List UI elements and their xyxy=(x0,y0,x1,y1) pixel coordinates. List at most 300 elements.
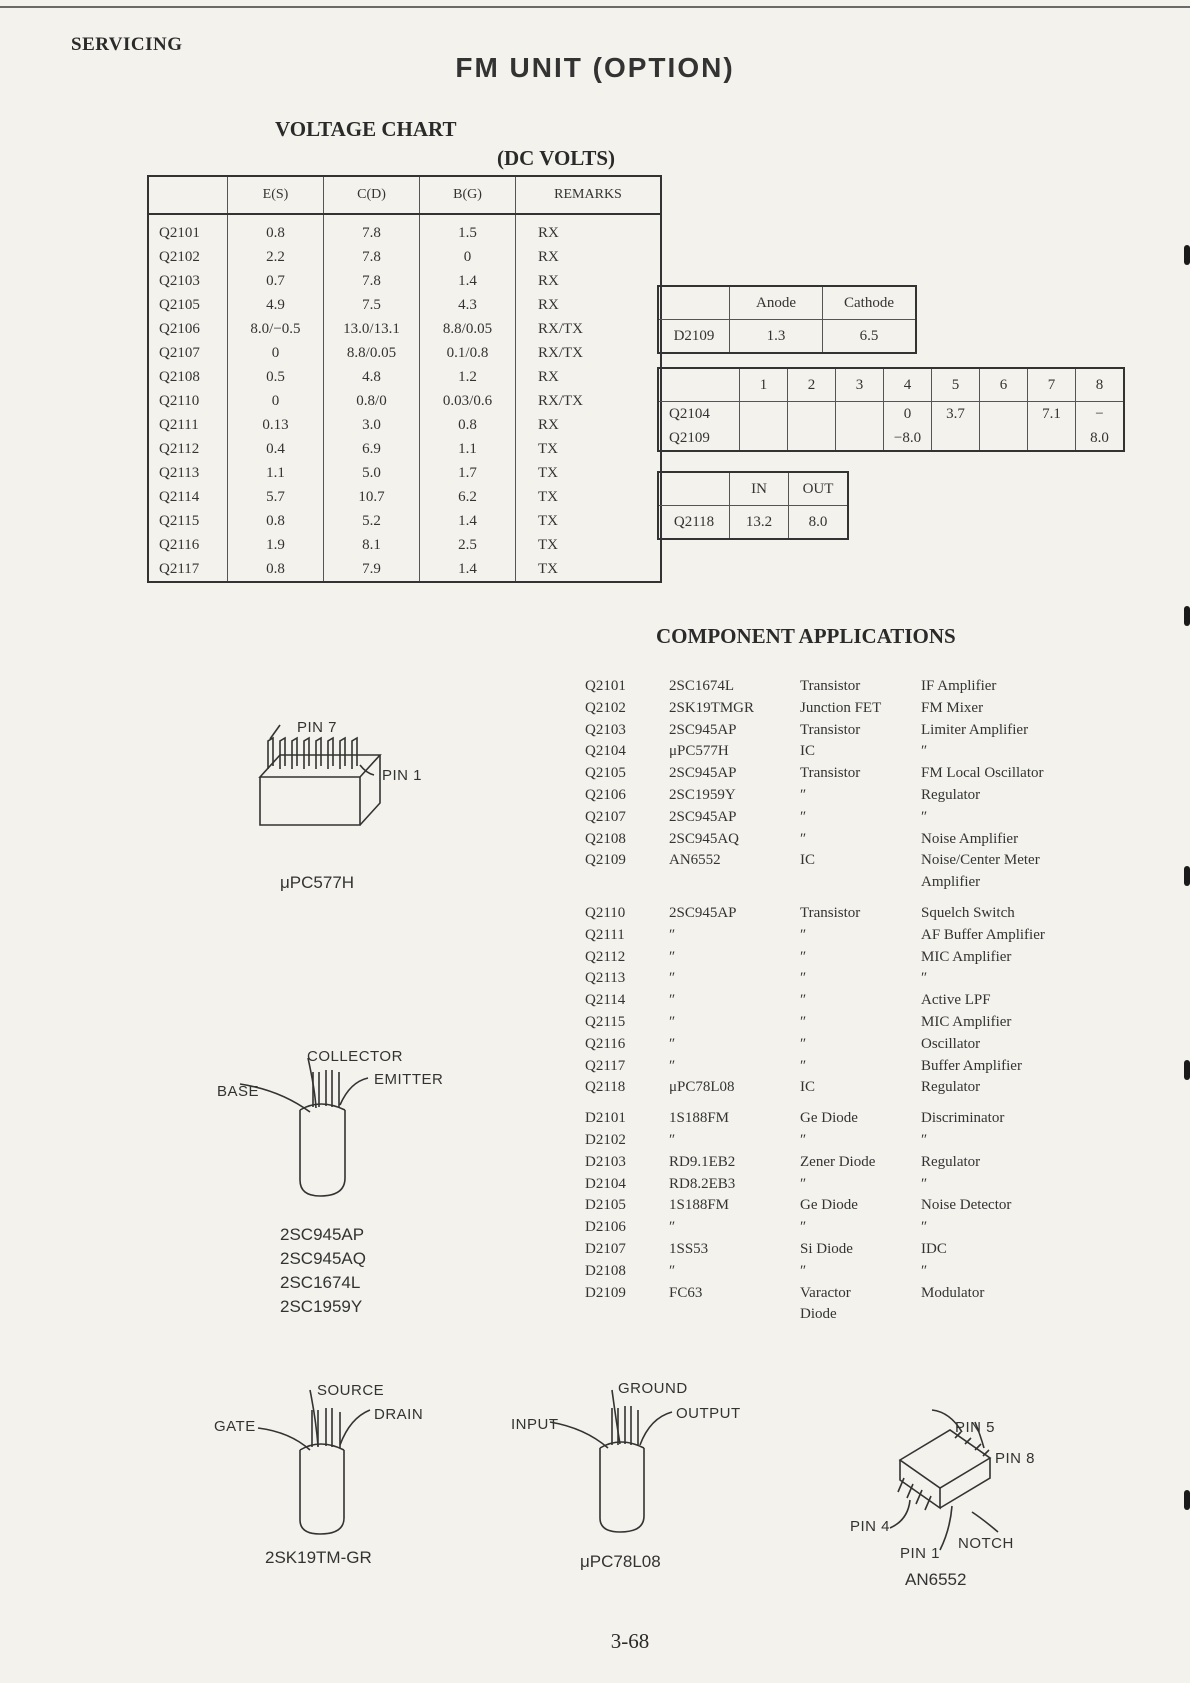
table-cell: RX xyxy=(516,365,662,389)
component-part: ″ xyxy=(669,970,676,987)
table-cell: 13.0/13.1 xyxy=(324,317,420,341)
transistor-emitter-label: EMITTER xyxy=(374,1071,444,1088)
component-ref: D2104 xyxy=(585,1175,626,1192)
component-type: Si Diode xyxy=(800,1240,853,1257)
table-cell: Q2101 xyxy=(159,224,200,241)
transistor-part-name: 2SC1959Y xyxy=(280,1297,363,1316)
table-cell: 3.7 xyxy=(932,402,980,427)
list-item xyxy=(585,968,1091,990)
table-cell: RX xyxy=(516,293,662,317)
component-type: ″ xyxy=(800,970,807,987)
component-part: ″ xyxy=(669,1013,676,1030)
component-use: Amplifier xyxy=(921,874,981,891)
table-cell: TX xyxy=(516,557,662,582)
table-cell: 8.0 xyxy=(789,506,849,540)
component-ref: D2105 xyxy=(585,1197,626,1214)
an6552-package-drawing xyxy=(880,1420,1030,1540)
component-type: ″ xyxy=(800,808,807,825)
component-ref: D2101 xyxy=(585,1110,626,1127)
an6552-pin5-label: PIN 5 xyxy=(955,1419,996,1436)
component-part: AN6552 xyxy=(669,852,721,869)
component-use: FM Mixer xyxy=(921,699,984,716)
component-ref: Q2102 xyxy=(585,699,626,716)
table-cell: 7.8 xyxy=(324,214,420,245)
binder-mark xyxy=(1184,245,1190,265)
component-ref: D2106 xyxy=(585,1219,626,1236)
component-ref: Q2116 xyxy=(585,1035,626,1052)
table-row xyxy=(148,389,661,413)
component-type: ″ xyxy=(800,992,807,1009)
component-ref: Q2105 xyxy=(585,765,626,782)
table-cell: 6.2 xyxy=(420,485,516,509)
component-type: ″ xyxy=(800,1131,807,1148)
component-type: Ge Diode xyxy=(800,1110,858,1127)
table-cell: 6.5 xyxy=(823,320,917,354)
table-cell: 1.1 xyxy=(420,437,516,461)
component-part: 2SC945AP xyxy=(669,904,737,921)
component-use: Discriminator xyxy=(921,1110,1005,1127)
table-cell: TX xyxy=(516,509,662,533)
table-row xyxy=(148,317,661,341)
list-item xyxy=(585,1239,1091,1261)
component-part: 1SS53 xyxy=(669,1240,709,1257)
table-row xyxy=(148,437,661,461)
list-item xyxy=(585,785,1091,807)
component-ref: Q2106 xyxy=(585,786,626,803)
voltage-chart-title: VOLTAGE CHART xyxy=(275,117,457,141)
table-cell: Q2104 xyxy=(669,405,710,422)
upc577h-pin1-label: PIN 1 xyxy=(382,767,423,784)
component-ref: Q2118 xyxy=(585,1079,626,1096)
transistor-part-name: 2SC1674L xyxy=(280,1273,361,1292)
table-cell: Q2115 xyxy=(159,512,200,529)
table-row xyxy=(148,293,661,317)
column-header: 1 xyxy=(740,368,788,402)
table-cell xyxy=(980,402,1028,427)
column-header: IN xyxy=(730,472,789,506)
component-use: Buffer Amplifier xyxy=(921,1057,1022,1074)
component-type: ″ xyxy=(800,1262,807,1279)
table-cell: 5.0 xyxy=(324,461,420,485)
table-cell: 1.2 xyxy=(420,365,516,389)
component-ref: Q2110 xyxy=(585,904,626,921)
table-cell: 0 xyxy=(228,341,324,365)
voltage-chart-unit: (DC VOLTS) xyxy=(497,146,616,170)
table-cell: 2.2 xyxy=(228,245,324,269)
column-header: 2 xyxy=(788,368,836,402)
list-item xyxy=(585,829,1091,851)
table-cell xyxy=(836,402,884,427)
regulator-name: μPC78L08 xyxy=(580,1552,661,1571)
table-cell: RX/TX xyxy=(516,341,662,365)
header-row xyxy=(148,176,661,214)
component-use: ″ xyxy=(921,970,928,987)
column-header: B(G) xyxy=(420,176,516,214)
component-ref: Q2113 xyxy=(585,970,626,987)
component-ref xyxy=(585,872,669,894)
table-row xyxy=(148,214,661,245)
table-cell: 0.8 xyxy=(420,413,516,437)
table-cell: Q2110 xyxy=(159,392,200,409)
table-cell: RX xyxy=(516,413,662,437)
component-applications-title: COMPONENT APPLICATIONS xyxy=(656,624,956,648)
column-header: C(D) xyxy=(324,176,420,214)
table-cell: 0.8 xyxy=(228,214,324,245)
list-item xyxy=(585,872,1091,894)
component-type: ″ xyxy=(800,1013,807,1030)
table-cell: 4.3 xyxy=(420,293,516,317)
component-use: FM Local Oscillator xyxy=(921,765,1044,782)
component-ref xyxy=(585,1304,669,1326)
component-part: FC63 xyxy=(669,1284,703,1301)
table-cell: 2.5 xyxy=(420,533,516,557)
list-item xyxy=(585,1195,1091,1217)
table-cell xyxy=(740,426,788,451)
table-cell: RX/TX xyxy=(516,317,662,341)
table-cell xyxy=(980,426,1028,451)
table-cell: 1.4 xyxy=(420,509,516,533)
table-cell: − xyxy=(1076,402,1125,427)
table-cell: RX xyxy=(516,269,662,293)
component-part: μPC577H xyxy=(669,743,729,760)
column-header: 3 xyxy=(836,368,884,402)
column-header: Cathode xyxy=(823,286,917,320)
component-part: 2SC945AQ xyxy=(669,830,740,847)
table-row xyxy=(148,461,661,485)
table-cell: TX xyxy=(516,485,662,509)
component-part: 2SC1674L xyxy=(669,678,735,694)
list-item xyxy=(585,763,1091,785)
component-part: 2SC945AP xyxy=(669,765,737,782)
table-cell: 0.7 xyxy=(228,269,324,293)
list-item xyxy=(585,947,1091,969)
table-cell: 0.1/0.8 xyxy=(420,341,516,365)
component-use: Modulator xyxy=(921,1284,985,1301)
regulator-output-label: OUTPUT xyxy=(676,1405,741,1422)
component-use: Regulator xyxy=(921,786,981,803)
table-cell: 4.8 xyxy=(324,365,420,389)
component-type: ″ xyxy=(800,948,807,965)
component-part: μPC78L08 xyxy=(669,1079,735,1096)
component-type: IC xyxy=(800,852,815,869)
column-header: 5 xyxy=(932,368,980,402)
binder-mark xyxy=(1184,606,1190,626)
regulator-ground-label: GROUND xyxy=(618,1380,688,1397)
list-item xyxy=(585,1012,1091,1034)
component-type: ″ xyxy=(800,1219,807,1236)
regulator-inout-table xyxy=(657,471,849,540)
component-ref: D2102 xyxy=(585,1131,626,1148)
table-row xyxy=(658,402,1124,427)
table-cell: 10.7 xyxy=(324,485,420,509)
table-cell: 1.1 xyxy=(228,461,324,485)
component-type: Varactor xyxy=(800,1284,851,1301)
table-row xyxy=(658,320,916,354)
component-type: Junction FET xyxy=(800,699,882,716)
column-header xyxy=(148,176,228,214)
list-item xyxy=(585,1152,1091,1174)
component-part: ″ xyxy=(669,926,676,943)
component-part xyxy=(669,1304,800,1326)
column-header: REMARKS xyxy=(516,176,662,214)
table-cell: 1.9 xyxy=(228,533,324,557)
table-cell: Q2105 xyxy=(159,296,200,313)
table-cell: Q2113 xyxy=(159,464,200,481)
component-part: RD8.2EB3 xyxy=(669,1175,736,1192)
table-cell xyxy=(788,426,836,451)
table-row xyxy=(148,533,661,557)
component-part: ″ xyxy=(669,1035,676,1052)
upc577h-package-drawing xyxy=(250,735,400,845)
table-cell: 1.5 xyxy=(420,214,516,245)
table-cell: 8.8/0.05 xyxy=(420,317,516,341)
component-use: ″ xyxy=(921,808,928,825)
regulator-input-label: INPUT xyxy=(511,1416,559,1433)
list-item xyxy=(585,903,1091,925)
table-cell: 3.0 xyxy=(324,413,420,437)
column-header xyxy=(658,286,730,320)
list-item xyxy=(585,990,1091,1012)
table-cell: 8.0/−0.5 xyxy=(228,317,324,341)
binder-mark xyxy=(1184,1060,1190,1080)
table-row xyxy=(658,426,1124,451)
table-row xyxy=(148,557,661,582)
list-item xyxy=(585,720,1091,742)
table-cell: Q2114 xyxy=(159,488,200,505)
component-part: 1S188FM xyxy=(669,1197,730,1214)
component-type xyxy=(800,872,921,894)
table-cell xyxy=(836,426,884,451)
table-cell: Q2108 xyxy=(159,368,200,385)
table-cell: Q2106 xyxy=(159,320,200,337)
table-row xyxy=(148,509,661,533)
header-row xyxy=(658,472,848,506)
component-use: MIC Amplifier xyxy=(921,1013,1012,1030)
binder-mark xyxy=(1184,866,1190,886)
component-type: ″ xyxy=(800,786,807,803)
table-cell: 0 xyxy=(884,402,932,427)
component-part xyxy=(669,872,800,894)
ic-pin-voltage-table xyxy=(657,367,1125,452)
table-cell: 0.8/0 xyxy=(324,389,420,413)
table-cell: 7.5 xyxy=(324,293,420,317)
component-part: ″ xyxy=(669,1219,676,1236)
table-cell: Q2118 xyxy=(658,506,730,540)
component-type: ″ xyxy=(800,926,807,943)
table-cell: Q2116 xyxy=(159,536,200,553)
transistor-part-names xyxy=(280,1223,366,1319)
component-ref: Q2101 xyxy=(585,678,626,694)
column-header: 7 xyxy=(1028,368,1076,402)
list-item xyxy=(585,741,1091,763)
list-item xyxy=(585,807,1091,829)
component-use: ″ xyxy=(921,743,928,760)
component-ref: Q2104 xyxy=(585,743,626,760)
component-ref: Q2109 xyxy=(585,852,626,869)
component-use: Active LPF xyxy=(921,992,991,1009)
table-cell: 0.8 xyxy=(228,557,324,582)
component-ref: Q2108 xyxy=(585,830,626,847)
list-item xyxy=(585,1174,1091,1196)
column-header: E(S) xyxy=(228,176,324,214)
fet-name: 2SK19TM-GR xyxy=(265,1548,372,1567)
component-part: ″ xyxy=(669,992,676,1009)
table-cell: Q2103 xyxy=(159,272,200,289)
component-ref: D2103 xyxy=(585,1153,626,1170)
component-use: MIC Amplifier xyxy=(921,948,1012,965)
component-type: ″ xyxy=(800,1057,807,1074)
fet-source-label: SOURCE xyxy=(317,1382,385,1399)
an6552-name: AN6552 xyxy=(905,1570,967,1589)
component-ref: Q2111 xyxy=(585,926,625,943)
table-cell xyxy=(788,402,836,427)
table-cell: 1.3 xyxy=(730,320,823,354)
header-row xyxy=(658,286,916,320)
table-cell xyxy=(740,402,788,427)
component-use: ″ xyxy=(921,1219,928,1236)
component-ref: D2109 xyxy=(585,1284,626,1301)
component-use: Noise/Center Meter xyxy=(921,852,1040,869)
component-part: 2SC945AP xyxy=(669,721,737,738)
table-cell: Q2111 xyxy=(159,416,199,433)
table-cell: 8.8/0.05 xyxy=(324,341,420,365)
table-cell: 0.03/0.6 xyxy=(420,389,516,413)
component-use: IF Amplifier xyxy=(921,678,997,694)
list-item xyxy=(585,676,1091,698)
list-item xyxy=(585,1108,1091,1130)
component-type: Transistor xyxy=(800,721,861,738)
table-row xyxy=(148,413,661,437)
table-cell: 5.7 xyxy=(228,485,324,509)
component-applications-list xyxy=(585,676,1091,1326)
component-type: Transistor xyxy=(800,765,861,782)
page-title: FM UNIT (OPTION) xyxy=(455,52,735,83)
component-type: Diode xyxy=(800,1306,837,1323)
list-item xyxy=(585,1056,1091,1078)
component-ref: Q2112 xyxy=(585,948,626,965)
list-item xyxy=(585,850,1091,872)
component-ref: Q2103 xyxy=(585,721,626,738)
table-cell: 7.8 xyxy=(324,269,420,293)
column-header: 4 xyxy=(884,368,932,402)
table-cell: Q2107 xyxy=(159,344,200,361)
top-rule xyxy=(0,6,1190,8)
table-row xyxy=(148,341,661,365)
component-part: 2SK19TMGR xyxy=(669,699,755,716)
component-use: Noise Amplifier xyxy=(921,830,1019,847)
table-cell: Q2117 xyxy=(159,560,200,577)
list-item xyxy=(585,1283,1091,1305)
component-type: Transistor xyxy=(800,904,861,921)
list-item xyxy=(585,1304,1091,1326)
table-cell: 0 xyxy=(420,245,516,269)
component-ref: Q2107 xyxy=(585,808,626,825)
component-part: RD9.1EB2 xyxy=(669,1153,736,1170)
table-cell: 1.7 xyxy=(420,461,516,485)
table-cell: 1.4 xyxy=(420,557,516,582)
component-use: AF Buffer Amplifier xyxy=(921,926,1045,943)
component-use: Regulator xyxy=(921,1153,981,1170)
table-cell: 8.0 xyxy=(1076,426,1125,451)
table-cell: D2109 xyxy=(658,320,730,354)
component-type: ″ xyxy=(800,1175,807,1192)
transistor-base-label: BASE xyxy=(217,1083,260,1100)
table-cell: 0.13 xyxy=(228,413,324,437)
table-cell: 8.1 xyxy=(324,533,420,557)
column-header: 8 xyxy=(1076,368,1125,402)
header-row xyxy=(658,368,1124,402)
table-row xyxy=(148,485,661,509)
component-ref: Q2117 xyxy=(585,1057,626,1074)
table-cell: 0.5 xyxy=(228,365,324,389)
upc577h-pin7-label: PIN 7 xyxy=(297,719,338,736)
table-cell: 0 xyxy=(228,389,324,413)
table-cell: 6.9 xyxy=(324,437,420,461)
component-type: Ge Diode xyxy=(800,1197,858,1214)
list-item xyxy=(585,1130,1091,1152)
transistor-part-name: 2SC945AP xyxy=(280,1225,365,1244)
component-use: Oscillator xyxy=(921,1035,981,1052)
component-ref: Q2114 xyxy=(585,992,626,1009)
component-ref: Q2115 xyxy=(585,1013,626,1030)
column-header: Anode xyxy=(730,286,823,320)
component-use: Regulator xyxy=(921,1079,981,1096)
component-use: ″ xyxy=(921,1262,928,1279)
column-header: OUT xyxy=(789,472,849,506)
table-cell xyxy=(932,426,980,451)
component-part: 2SC1959Y xyxy=(669,786,736,803)
list-item xyxy=(585,1034,1091,1056)
component-type: ″ xyxy=(800,1035,807,1052)
table-cell xyxy=(1028,426,1076,451)
table-cell: RX xyxy=(516,245,662,269)
component-part: ″ xyxy=(669,948,676,965)
component-use: ″ xyxy=(921,1131,928,1148)
component-part: 2SC945AP xyxy=(669,808,737,825)
transistor-part-name: 2SC945AQ xyxy=(280,1249,366,1268)
component-use: ″ xyxy=(921,1175,928,1192)
an6552-pin1-label: PIN 1 xyxy=(900,1545,941,1562)
fet-package-drawing xyxy=(250,1390,390,1540)
component-use: IDC xyxy=(921,1240,947,1257)
list-item xyxy=(585,1217,1091,1239)
table-row xyxy=(148,269,661,293)
table-cell: RX/TX xyxy=(516,389,662,413)
component-part: ″ xyxy=(669,1057,676,1074)
table-cell: TX xyxy=(516,437,662,461)
table-cell: Q2102 xyxy=(159,248,200,265)
list-item xyxy=(585,925,1091,947)
component-use: Limiter Amplifier xyxy=(921,721,1029,738)
an6552-pin4-label: PIN 4 xyxy=(850,1518,891,1535)
table-cell: 0.4 xyxy=(228,437,324,461)
component-type: Transistor xyxy=(800,678,861,694)
table-cell: Q2109 xyxy=(669,429,710,446)
component-ref: D2108 xyxy=(585,1262,626,1279)
table-cell: 7.9 xyxy=(324,557,420,582)
column-header xyxy=(658,472,730,506)
component-part: ″ xyxy=(669,1262,676,1279)
transistor-collector-label: COLLECTOR xyxy=(307,1048,403,1065)
table-cell: Q2112 xyxy=(159,440,200,457)
table-cell: 13.2 xyxy=(730,506,789,540)
component-type: Zener Diode xyxy=(800,1153,876,1170)
component-type: IC xyxy=(800,1079,815,1096)
table-cell: RX xyxy=(516,214,662,245)
table-row xyxy=(148,365,661,389)
component-type: IC xyxy=(800,743,815,760)
voltage-chart-table xyxy=(147,175,662,583)
